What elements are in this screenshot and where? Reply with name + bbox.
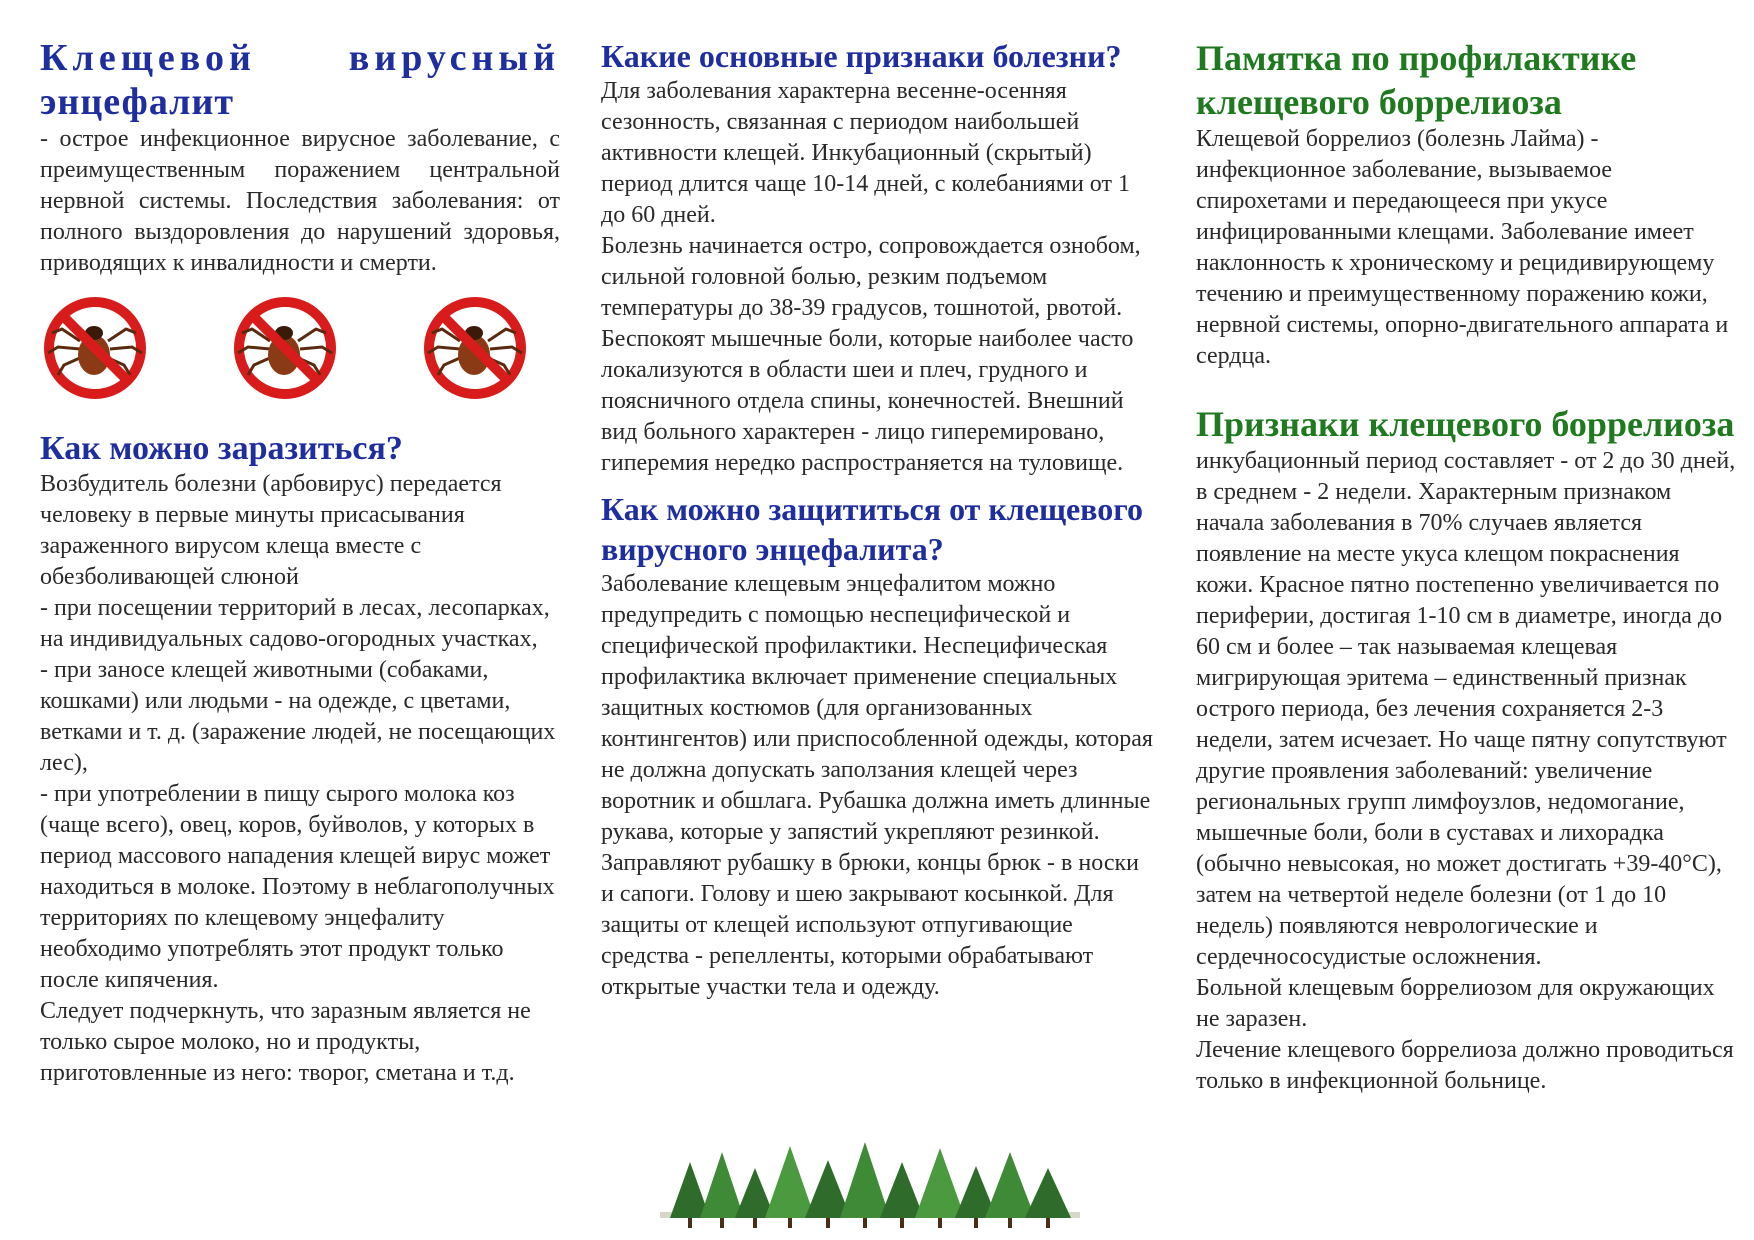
no-tick-icon	[230, 293, 340, 403]
no-tick-icons-row	[40, 293, 560, 411]
column-borreliosis	[1196, 36, 1736, 1097]
protection-paragraph: Заболевание клещевым энцефалитом можно предупредить с помощью неспецифической и специфической профилактики. Неспецифическая профилактика включает применение специальных защитных костюмов (для организованных контингентов) или приспособленной одежды, которая не должна допускать заползания клещей через воротник и обшлага. Рубашка должна иметь длинные рукава, которые у запястий укрепляют резинкой. Заправляют рубашку в брюки, концы брюк - в носки и сапоги. Голову и шею закрывают косынкой. Для защиты от клещей используют отпугивающие средства - репелленты, которыми обрабатывают открытые участки тела и одежду.	[601, 571, 1153, 1000]
title-encephalitis-line1: Клещевой вирусный	[40, 37, 560, 79]
heading-borreliosis-signs: Признаки клещевого боррелиоза	[1196, 404, 1735, 444]
infect-paragraph-3: - при заносе клещей животными (собаками, кошками) или людьми - на одежде, с цветами, ветками и т. д. (заражение людей, не посещающих лес),	[40, 657, 556, 776]
infect-paragraph-2: - при посещении территорий в лесах, лесопарках, на индивидуальных садово-огородных участках,	[40, 595, 550, 652]
no-tick-icon	[420, 293, 530, 403]
no-tick-icon	[40, 293, 150, 403]
heading-main-symptoms: Какие основные признаки болезни?	[601, 38, 1122, 74]
heading-borreliosis-memo: Памятка по профилактике клещевого боррелиоза	[1196, 38, 1637, 122]
borreliosis-signs-paragraph-1: инкубационный период составляет - от 2 до 30 дней, в среднем - 2 недели. Характерным признаком начала заболевания в 70% случаев является появление на месте укуса клещом покраснения кожи. Красное пятно постепенно увеличивается по периферии, достигая 1-10 см в диаметре, иногда до 60 см и более – так называемая клещевая мигрирующая эритема – единственный признак острого периода, без лечения сохраняется 2-3 недели, затем исчезает. Но чаще пятну сопутствуют другие проявления заболеваний: увеличение региональных групп лимфоузлов, недомогание, мышечные боли, боли в суставах и лихорадка (обычно невысокая, но может достигать +39-40°С), затем на четвертой неделе болезни (от 1 до 10 недель) появляются неврологические и сердечнососудистые осложнения.	[1196, 448, 1736, 970]
borreliosis-signs-paragraph-2: Больной клещевым боррелиозом для окружающих не заразен.	[1196, 975, 1715, 1032]
infect-paragraph-4: - при употреблении в пищу сырого молока коз (чаще всего), овец, коров, буйволов, у которых в период массового нападения клещей вирус может находиться в молоке. Поэтому в неблагополучных территориях по клещевому энцефалиту необходимо употреблять этот продукт только после кипячения.	[40, 781, 555, 993]
title-encephalitis-line2: энцефалит	[40, 81, 235, 123]
infect-paragraph-5: Следует подчеркнуть, что заразным является не только сырое молоко, но и продукты, приготовленные из него: творог, сметана и т.д.	[40, 998, 531, 1086]
encephalitis-intro: - острое инфекционное вирусное заболевание, с преимущественным поражением центральной нервной системы. Последствия заболевания: от полного выздоровления до нарушений здоровья, приводящих к инвалидности и смерти.	[40, 126, 560, 276]
borreliosis-signs-paragraph-3: Лечение клещевого боррелиоза должно проводиться только в инфекционной больнице.	[1196, 1037, 1734, 1094]
forest-illustration	[660, 1132, 1080, 1232]
symptoms-paragraph-2: Болезнь начинается остро, сопровождается ознобом, сильной головной болью, резким подъемом температуры до 38-39 градусов, тошнотой, рвотой. Беспокоят мышечные боли, которые наиболее часто локализуются в области шеи и плеч, грудного и поясничного отдела спины, конечностей. Внешний вид больного характерен - лицо гиперемировано, гиперемия нередко распространяется на туловище.	[601, 233, 1141, 476]
infect-paragraph-1: Возбудитель болезни (арбовирус) передается человеку в первые минуты присасывания зараженного вирусом клеща вместе с обезболивающей слюной	[40, 471, 502, 590]
heading-how-infected: Как можно заразиться?	[40, 430, 403, 467]
column-tick-encephalitis	[40, 36, 560, 1089]
column-symptoms-protection	[601, 36, 1153, 1003]
borreliosis-paragraph-1: Клещевой боррелиоз (болезнь Лайма) - инфекционное заболевание, вызываемое спирохетами и передающееся при укусе инфицированными клещами. Заболевание имеет наклонность к хроническому и рецидивирующему течению и преимущественному поражению кожи, нервной системы, опорно-двигательного аппарата и сердца.	[1196, 126, 1729, 369]
symptoms-paragraph-1: Для заболевания характерна весенне-осенняя сезонность, связанная с периодом наибольшей активности клещей. Инкубационный (скрытый) период длится чаще 10-14 дней, с колебаниями от 1 до 60 дней.	[601, 78, 1130, 228]
heading-protection: Как можно защититься от клещевого вирусного энцефалита?	[601, 491, 1143, 567]
